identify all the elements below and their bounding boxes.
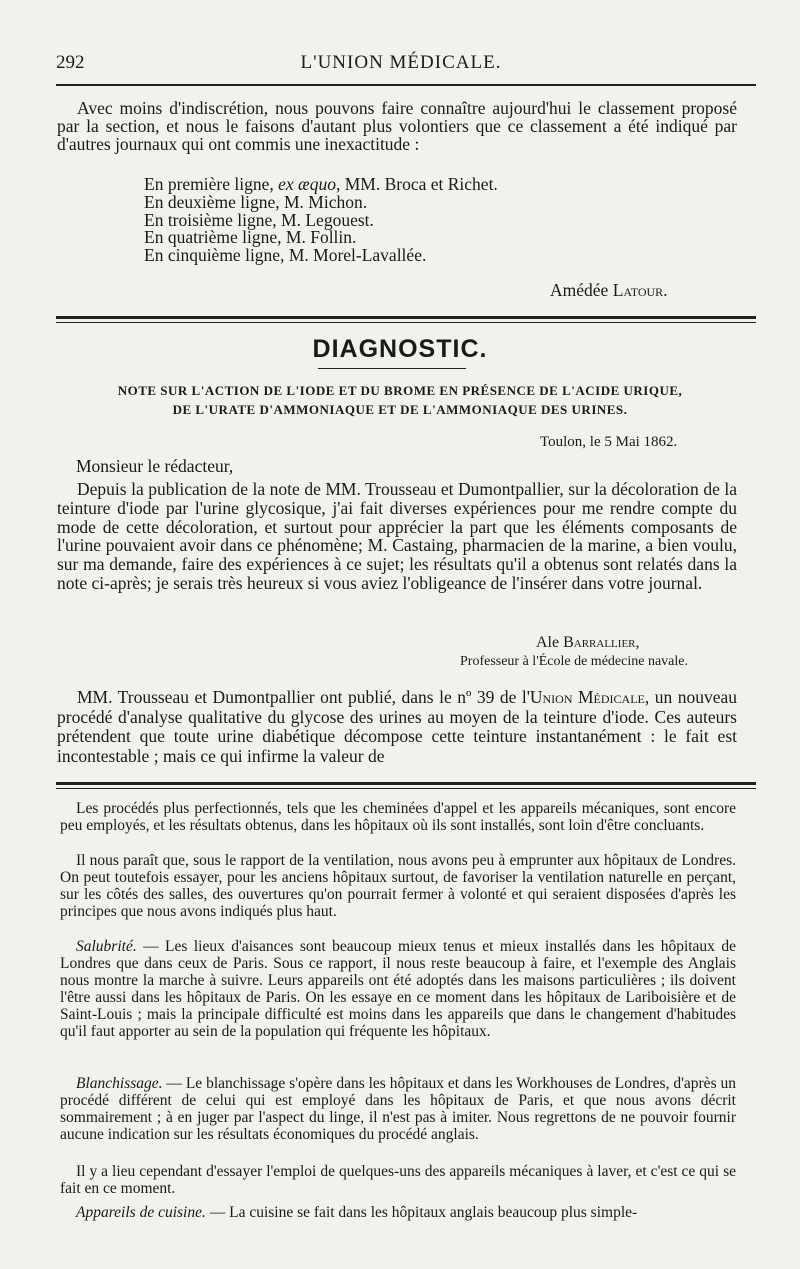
letter-text: Depuis la publication de la note de MM. Trousseau et Dumontpallier, sur la décoloration de la teinture d'iode par l'urine glycosique, j'ai fait diverses expériences pour me rendre compte du mode de cette décoloration, et surtout pour apprécier la part que les éléments composants de l'urine pouvaient avoir dans ce phénomène; M. Castaing, pharmacien de la marine, a bien voulu, sur ma demande, faire des expériences à ce sujet; les résultats qu'il a obtenus sont relatés dans la note ci-après; je serais très heureux si vous aviez l'obligeance de l'insérer dans votre journal. [57,479,737,593]
signature-latour: Amédée Latour. [550,280,668,300]
signature-barrallier-title: Professeur à l'École de médecine navale. [460,654,688,669]
salutation: Monsieur le rédacteur, [76,456,234,476]
letter-body [57,480,737,593]
feuilleton-label: Salubrité. [76,938,137,955]
feuilleton-label: Blanchissage. [76,1075,163,1092]
running-title: L'UNION MÉDICALE. [300,52,502,73]
ranking-list [144,176,498,265]
header-rule [56,84,756,86]
feuilleton-para: Les procédés plus perfectionnés, tels que les cheminées d'appel et les appareils mécaniques, sont encore peu employés, et les résultats obtenus, dans les hôpitaux où ils sont installés, sont loin d'être concluants. [60,800,736,835]
section-rule-thick [56,316,756,319]
section-title-underline [318,368,466,369]
page-number: 292 [56,52,85,73]
ranking-item: En deuxième ligne, M. Michon. [144,191,368,212]
ranking-item: En première ligne, ex æquo, MM. Broca et Richet. [144,174,498,194]
ranking-item: En quatrième ligne, M. Follin. [144,227,357,248]
feuilleton-para: Il y a lieu cependant d'essayer l'emploi de quelques-uns des appareils mécaniques à laver, et c'est ce qui se fait en ce moment. [60,1163,736,1198]
feuilleton-rule-thin [56,788,756,789]
note-title-line2: DE L'URATE D'AMMONIAQUE ET DE L'AMMONIAQUE DES URINES. [172,402,628,417]
feuilleton-label: Appareils de cuisine. [76,1204,206,1221]
feuilleton-para: Appareils de cuisine. — La cuisine se fait dans les hôpitaux anglais beaucoup plus simple- [76,1204,638,1221]
ranking-item: En cinquième ligne, M. Morel-Lavallée. [144,245,427,266]
note-title [40,381,760,419]
section-title: DIAGNOSTIC. [312,335,488,363]
signature-barrallier: Ale Barrallier, [536,634,640,651]
journal-name: Union Médicale [529,687,645,707]
intro-text: Avec moins d'indiscrétion, nous pouvons faire connaître aujourd'hui le classement proposé par la section, et nous le faisons d'autant plus volontiers que ce classement a été indiqué par d'autres journaux qui ont commis une inexactitude : [57,98,737,154]
note-title-line1: NOTE SUR L'ACTION DE L'IODE ET DU BROME EN PRÉSENCE DE L'ACIDE URIQUE, [117,383,683,398]
main-paragraph: MM. Trousseau et Dumontpallier ont publié, dans le nº 39 de l'Union Médicale, un nouveau procédé d'analyse qualitative du glycose des urines au moyen de la teinture d'iode. Ces auteurs prétendent que toute urine diabétique décompose cette teinture instantanément : le fait est incontestable ; mais ce qui infirme la valeur de [57,687,737,766]
feuilleton-para: Salubrité. — Les lieux d'aisances sont beaucoup mieux tenus et mieux installés dans les hôpitaux de Londres que dans ceux de Paris. Sous ce rapport, il nous reste beaucoup à faire, et l'exemple des Anglais nous montre la marche à suivre. Leurs appareils ont été adoptés dans les maisons particulières ; ils doivent l'être aussi dans les hôpitaux de Paris. On les essaye en ce moment dans les hôpitaux de Lariboisière et de Saint-Louis ; mais la principale difficulté est moins dans les appareils que dans le changement d'habitudes qu'il faut apporter au sein de la population qui fréquente les hôpitaux. [60,938,736,1041]
feuilleton-rule-thick [56,782,756,785]
page-header [56,52,746,82]
section-rule-thin [56,322,756,323]
feuilleton-para: Blanchissage. — Le blanchissage s'opère dans les hôpitaux et dans les Workhouses de Londres, d'après un procédé différent de celui qui est employé dans les hôpitaux de Paris, et que nous avons décrit sommairement ; à en juger par l'aspect du linge, il n'est pas à imiter. Nous regrettons de ne pouvoir fournir aucune indication sur les résultats économiques du procédé anglais. [60,1075,736,1144]
dateline: Toulon, le 5 Mai 1862. [540,434,678,450]
feuilleton-para: Il nous paraît que, sous le rapport de la ventilation, nous avons peu à emprunter aux hôpitaux de Londres. On peut toutefois essayer, pour les anciens hôpitaux surtout, de favoriser la ventilation naturelle en perçant, sur les côtés des salles, des ouvertures qu'on pourrait fermer à volonté et qui seraient disposées d'après les principes que nous avons indiqués plus haut. [60,852,736,921]
ranking-item: En troisième ligne, M. Legouest. [144,209,374,230]
intro-paragraph [57,100,737,153]
